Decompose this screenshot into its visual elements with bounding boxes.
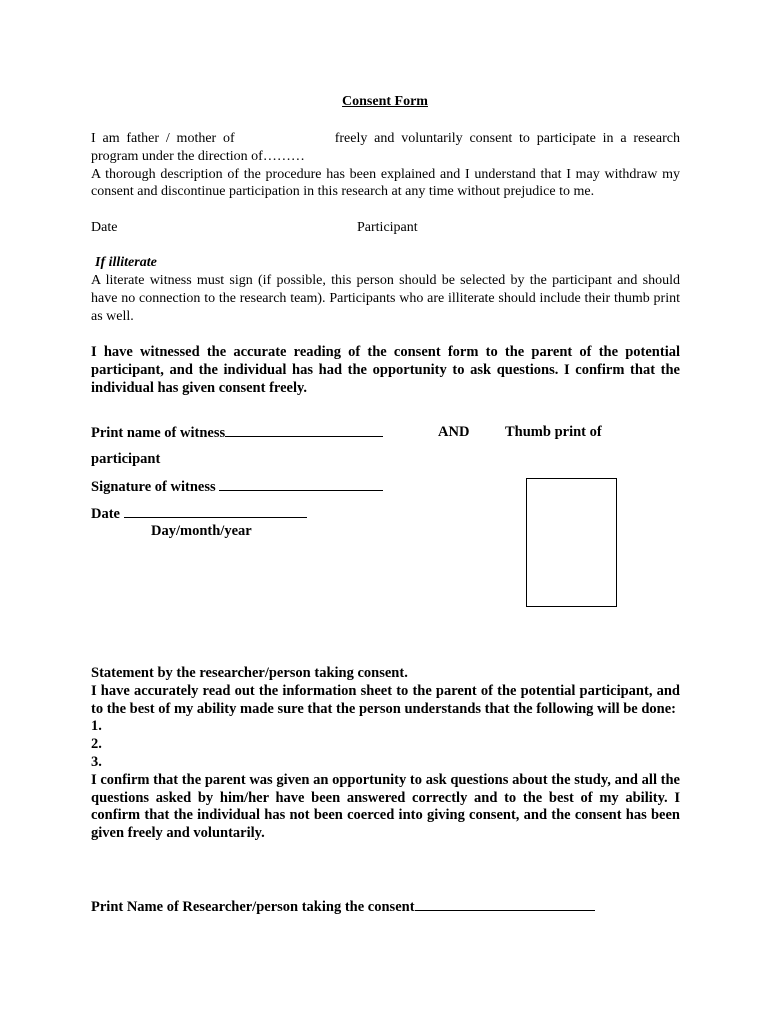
signature-witness-line[interactable] [219,478,383,491]
signature-witness-label: Signature of witness [91,479,216,495]
witness-date-label: Date [91,506,120,522]
researcher-confirmation: I confirm that the parent was given an opportunity to ask questions about the study, and all the questions asked by him/her have been answered correctly and to the best of my ability. I confirm that the individual has not been coerced into giving consent, and the consent has been given freely and voluntarily. [91,771,680,842]
signature-witness-field [91,478,383,496]
parent-statement-start: I am father / mother of [91,131,235,146]
consent-statement [91,130,680,201]
researcher-text: I have accurately read out the information sheet to the parent of the potential participant, and to the best of my ability made sure that the person understands that the following will be done: [91,682,680,717]
print-name-witness-label: Print name of witness [91,425,226,441]
witness-date-line[interactable] [124,505,307,518]
page-title: Consent Form [342,94,428,109]
and-label: AND [438,424,470,440]
parent-statement-end: freely and voluntarily consent to participate in a research program under the direction of……… [91,131,680,164]
date-label: Date [91,220,118,235]
illiterate-instructions: A literate witness must sign (if possible, this person should be selected by the participant and should have no connection to the research team). Participants who are illiterate should include their thumb print as well. [91,273,680,324]
witness-statement: I have witnessed the accurate reading of the consent form to the parent of the potential participant, and the individual has had the opportunity to ask questions. I confirm that the individual has given consent freely. [91,344,680,396]
date-format-hint: Day/month/year [151,523,252,539]
print-researcher-field [91,898,595,916]
illiterate-heading: If illiterate [95,255,157,270]
thumb-print-label: Thumb print of [505,424,602,440]
witness-date-field [91,505,307,523]
list-item: 1. [91,718,102,735]
print-researcher-label: Print Name of Researcher/person taking the consent [91,899,415,915]
date-participant-row [91,219,680,237]
researcher-statement [91,665,680,843]
thumb-print-box[interactable] [526,478,617,607]
print-name-witness-field [91,424,383,442]
participant-label-bold: participant [91,451,161,467]
print-name-witness-line[interactable] [225,424,383,437]
list-item: 2. [91,736,102,753]
procedure-statement: A thorough description of the procedure has been explained and I understand that I may withdraw my consent and discontinue participation in this research at any time without prejudice to me. [91,166,680,200]
list-item: 3. [91,753,102,770]
print-researcher-line[interactable] [415,898,595,911]
researcher-heading: Statement by the researcher/person taking consent. [91,665,408,681]
participant-label: Participant [357,220,418,235]
